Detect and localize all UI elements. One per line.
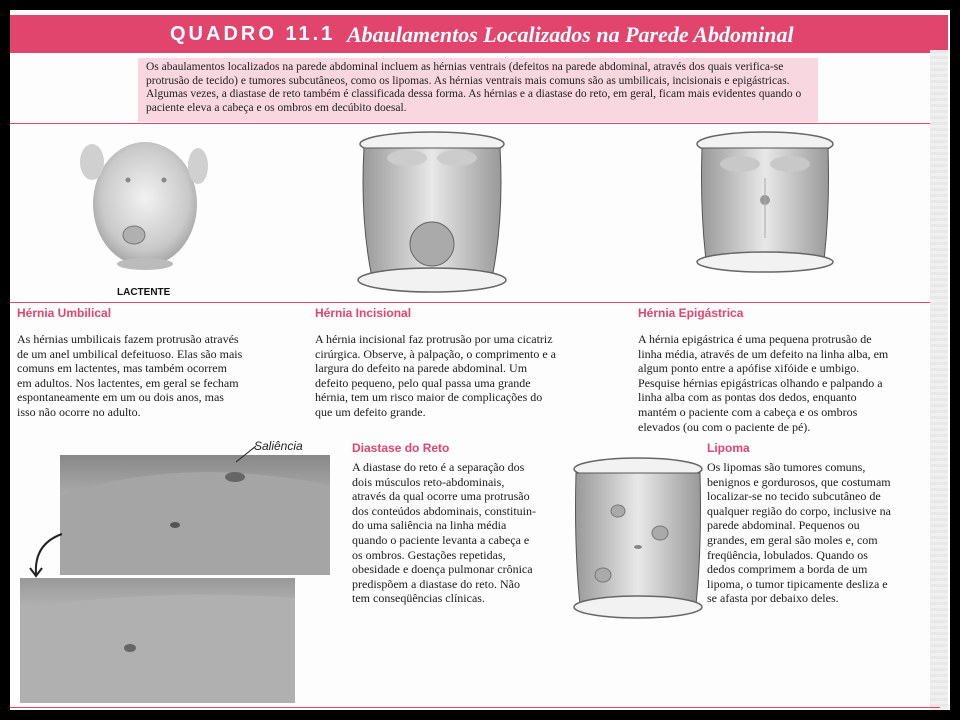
epigastric-line: linha alba com as pontas dos dedos, enquanto bbox=[638, 390, 857, 405]
incisional-line: largura do defeito na parede abdominal. Um bbox=[315, 361, 528, 376]
incisional-text bbox=[315, 332, 615, 420]
divider-mid bbox=[10, 302, 940, 303]
infant-umbilical-figure bbox=[70, 132, 220, 272]
diastase-line: obesidade e doença pulmonar crônica bbox=[352, 562, 533, 577]
lipoma-figure bbox=[568, 455, 708, 625]
umbilical-line: As hérnias umbilicais fazem protrusão através bbox=[17, 332, 239, 346]
diastase-line: tem conseqüências clínicas. bbox=[352, 591, 485, 606]
umbilical-text bbox=[17, 332, 307, 420]
divider-top bbox=[10, 123, 940, 124]
heading-epigastric: Hérnia Epigástrica bbox=[638, 306, 744, 320]
intro-text: Os abaulamentos localizados na parede abdominal incluem as hérnias ventrais (defeitos na parede abdominal, através dos quais verifica-se protrusão de tecido) e tumores subcutâneos, como os lipomas. As hérnias ventrais mais comuns são as umbilicais, incisionais e epigástricas. Algumas vezes, a diastase de reto também é classificada dessa forma. As hérnias e a diastase do reto, em geral, ficam mais evidentes quando o paciente eleva a cabeça e os ombros em decúbito doesal. bbox=[138, 58, 818, 122]
lipoma-line: freqüência, lobulados. Quando os bbox=[707, 547, 868, 562]
page-title: Abaulamentos Localizados na Parede Abdominal bbox=[347, 22, 794, 47]
infant-label: LACTENTE bbox=[117, 287, 171, 298]
page bbox=[10, 10, 950, 710]
umbilical-line: em adultos. Nos lactentes, em geral se fecham bbox=[17, 375, 239, 390]
incisional-line: cirúrgica. Observe, à palpação, o comprimento e a bbox=[315, 346, 557, 361]
heading-lipoma: Lipoma bbox=[707, 441, 750, 455]
lipoma-line: localizar-se no tecido subcutâneo de bbox=[707, 489, 881, 504]
lipoma-line: Os lipomas são tumores comuns, bbox=[707, 460, 866, 474]
epigastric-text bbox=[638, 332, 944, 434]
umbilical-line: isso não ocorre no adulto. bbox=[17, 404, 141, 419]
heading-diastase: Diastase do Reto bbox=[352, 441, 450, 455]
umbilical-line: comuns em lactentes, mas também ocorrem bbox=[17, 361, 227, 376]
diastase-photo-lying bbox=[20, 578, 295, 703]
diastase-photo-raised bbox=[60, 455, 330, 575]
box-label: QUADRO 11.1 bbox=[170, 23, 336, 45]
protrusion-label: Saliência bbox=[254, 439, 303, 453]
umbilical-line: espontaneamente em um ou dois anos, mas bbox=[17, 390, 224, 405]
incisional-line: A hérnia incisional faz protrusão por uma cicatriz bbox=[315, 332, 553, 346]
diastase-line: predispõem a diastase do reto. Não bbox=[352, 576, 520, 591]
diastase-line: A diastase do reto é a separação dos bbox=[352, 460, 525, 474]
heading-incisional: Hérnia Incisional bbox=[315, 306, 412, 320]
epigastric-line: mantém o paciente com a cabeça e os ombros bbox=[638, 404, 858, 419]
incisional-hernia-figure bbox=[352, 128, 512, 298]
divider-bottom bbox=[10, 707, 940, 708]
lipoma-line: benignos e gordurosos, que costumam bbox=[707, 474, 891, 489]
diastase-line: do uma saliência na linha média bbox=[352, 518, 507, 533]
lipoma-line: parede abdominal. Pequenos ou bbox=[707, 518, 860, 533]
lipoma-text bbox=[707, 460, 937, 606]
page-edge-strip bbox=[930, 50, 948, 710]
incisional-line: defeito pequeno, pelo qual passa uma grande bbox=[315, 375, 531, 390]
lipoma-line: qualquer região do corpo, inclusive na bbox=[707, 503, 891, 518]
incisional-line: que um defeito grande. bbox=[315, 404, 426, 419]
diastase-line: dois músculos reto-abdominais, bbox=[352, 474, 505, 489]
curved-arrow-icon bbox=[28, 530, 68, 580]
lipoma-line: dedos comprimem a borda de um bbox=[707, 562, 868, 577]
lipoma-line: grandes, em geral são moles e, com bbox=[707, 532, 878, 547]
epigastric-line: elevados (ou com o paciente de pé). bbox=[638, 419, 811, 434]
epigastric-hernia-figure bbox=[690, 128, 840, 278]
header-bar bbox=[10, 15, 948, 53]
umbilical-line: de um anel umbilical defeituoso. Elas são mais bbox=[17, 346, 243, 361]
diastase-line: quando o paciente levanta a cabeça e bbox=[352, 532, 530, 547]
diastase-line: os ombros. Gestações repetidas, bbox=[352, 547, 506, 562]
diastase-line: através da qual ocorre uma protrusão bbox=[352, 489, 530, 504]
epigastric-line: Pesquise hérnias epigástricas olhando e palpando a bbox=[638, 375, 883, 390]
epigastric-line: A hérnia epigástrica é uma pequena protrusão de bbox=[638, 332, 872, 346]
protrusion-pointer bbox=[232, 442, 258, 466]
incisional-line: hérnia, tem um risco maior de complicações do bbox=[315, 390, 543, 405]
diastase-text bbox=[352, 460, 574, 606]
heading-umbilical: Hérnia Umbilical bbox=[17, 306, 112, 320]
lipoma-line: se afasta por debaixo deles. bbox=[707, 591, 839, 606]
epigastric-line: algum ponto entre a apófise xifóide e umbigo. bbox=[638, 361, 860, 376]
diastase-line: dos conteúdos abdominais, constituin- bbox=[352, 503, 536, 518]
lipoma-line: lipoma, o tumor tipicamente desliza e bbox=[707, 576, 888, 591]
epigastric-line: linha média, através de um defeito na linha alba, em bbox=[638, 346, 889, 361]
